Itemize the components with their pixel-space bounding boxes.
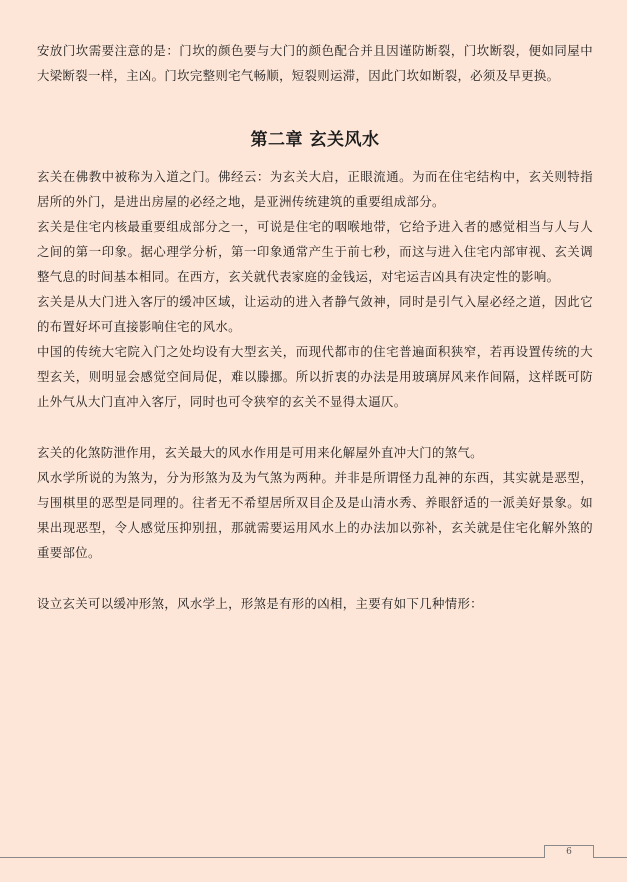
page-number: 6 bbox=[544, 845, 594, 858]
spacer bbox=[37, 414, 593, 440]
paragraph-6: 风水学所说的为煞为，分为形煞为及为气煞为两种。并非是所谓怪力乱神的东西，其实就是恶型，与围棋里的恶型是同理的。往者无不希望居所双目企及是山清水秀、养眼舒适的一派美好景象。如果出现恶型，令人感觉压抑别扭，那就需要运用风水上的办法加以弥补，玄关就是住宅化解外煞的重要部位。 bbox=[37, 470, 593, 560]
paragraph-7: 设立玄关可以缓冲形煞，风水学上，形煞是有形的凶相，主要有如下几种情形： bbox=[37, 596, 483, 611]
paragraph-1: 玄关在佛教中被称为入道之门。佛经云：为玄关大启，正眼流通。为而在住宅结构中，玄关则特指居所的外门，是进出房屋的必经之地，是亚洲传统建筑的重要组成部分。 bbox=[37, 169, 593, 209]
intro-paragraph: 安放门坎需要注意的是：门坎的颜色要与大门的颜色配合并且因谨防断裂，门坎断裂，便如同屋中大梁断裂一样，主凶。门坎完整则宅气畅顺，短裂则运滞，因此门坎如断裂，必须及早更换。 bbox=[37, 43, 593, 83]
spacer bbox=[37, 565, 593, 591]
footer-rule-right bbox=[593, 857, 627, 858]
chapter-title: 第二章 玄关风水 bbox=[250, 130, 380, 150]
footer-rule-left bbox=[0, 857, 544, 858]
spacer bbox=[37, 152, 593, 164]
paragraph-5: 玄关的化煞防泄作用，玄关最大的风水作用是可用来化解屋外直冲大门的煞气。 bbox=[37, 445, 483, 460]
paragraph-3: 玄关是从大门进入客厅的缓冲区域，让运动的进入者静气敛神，同时是引气入屋必经之道，因此它的布置好坏可直接影响住宅的风水。 bbox=[37, 294, 593, 334]
paragraph-4: 中国的传统大宅院入门之处均设有大型玄关，而现代都市的住宅普遍面积狭窄，若再设置传统的大型玄关，则明显会感觉空间局促，难以滕挪。所以折衷的办法是用玻璃屏风来作间隔，这样既可防止外气从大门直冲入客厅，同时也可令狭窄的玄关不显得太逼仄。 bbox=[37, 344, 593, 409]
page-content bbox=[37, 38, 593, 616]
spacer bbox=[37, 88, 593, 128]
paragraph-2: 玄关是住宅内核最重要组成部分之一，可说是住宅的咽喉地带，它给予进入者的感觉相当与人与人之间的第一印象。据心理学分析，第一印象通常产生于前七秒，而这与进入住宅内部审视、玄关调整气息的时间基本相同。在西方，玄关就代表家庭的金钱运，对宅运吉凶具有决定性的影响。 bbox=[37, 219, 593, 284]
